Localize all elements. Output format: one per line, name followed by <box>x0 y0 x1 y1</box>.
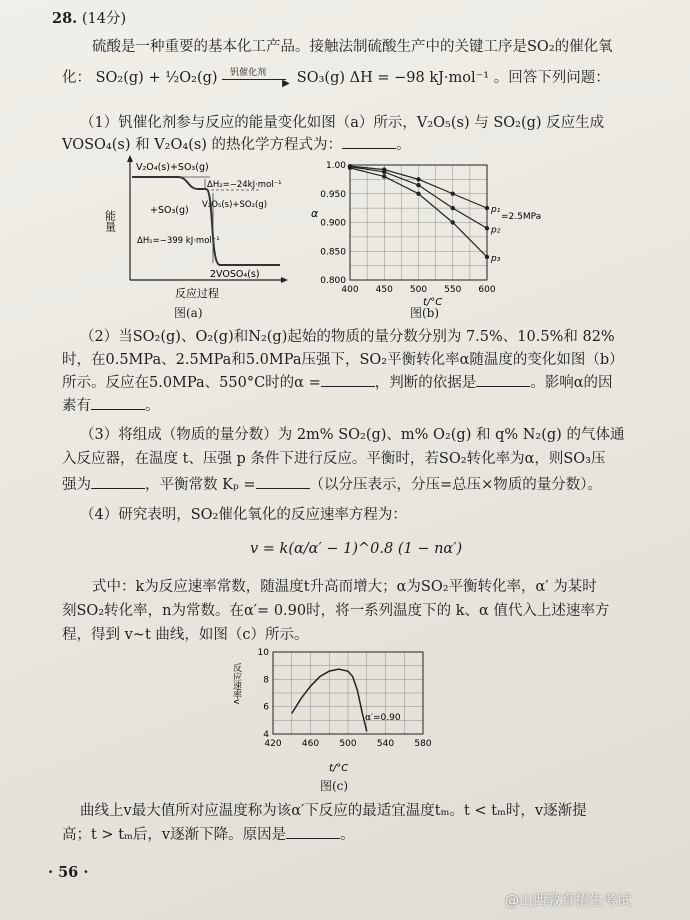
rate-formula: v = k(α/α′ − 1)^0.8 (1 − nα′) <box>250 541 463 557</box>
figure-b-yticks <box>320 161 346 286</box>
figure-c-annotation: α′=0.90 <box>365 713 401 723</box>
answer-blank-6 <box>256 474 310 489</box>
question-number: 28. <box>52 10 78 27</box>
figure-b-caption: 图(b) <box>410 306 440 320</box>
data-point <box>451 206 455 210</box>
answer-blank-2 <box>321 372 375 387</box>
x-tick-label: 580 <box>414 739 432 749</box>
x-tick-label: 460 <box>301 739 320 749</box>
data-point <box>348 166 352 170</box>
data-point <box>416 192 420 196</box>
part2-line3 <box>62 372 613 394</box>
part2-line3c: 。影响α的因 <box>530 375 613 391</box>
part1-line2-end: 。 <box>396 137 411 153</box>
equation-left: SO₂(g) + ½O₂(g) <box>95 70 218 86</box>
arrow-line <box>222 79 286 80</box>
intro-suffix: 。回答下列问题： <box>493 70 610 86</box>
figure-c-yticks <box>258 648 270 740</box>
data-point <box>416 183 420 187</box>
y-tick-label: 0.900 <box>320 218 346 229</box>
figure-b-grid <box>350 165 487 280</box>
label-bottom-state: 2VOSO₄(s) <box>210 269 260 280</box>
y-tick-label: 8 <box>263 675 269 686</box>
part4-line2: 式中：k为反应速率常数，随温度t升高而增大；α为SO₂平衡转化率，α′ 为某时 <box>92 579 597 595</box>
part1-line2-text: VOSO₄(s) 和 V₂O₄(s) 的热化学方程式为： <box>62 137 343 153</box>
y-tick-label: 0.950 <box>320 189 346 200</box>
x-tick-label: 540 <box>376 739 395 749</box>
equation-right: SO₃(g) ΔH = −98 kJ·mol⁻¹ <box>296 70 490 86</box>
figure-b-series <box>348 164 501 264</box>
part3-line3a: 强为 <box>62 477 91 493</box>
part3-line1: （3）将组成（物质的量分数）为 2m% SO₂(g)、m% O₂(g) 和 q% N₂(g) 的气体通 <box>80 427 625 443</box>
figure-c-xlabel: t/°C <box>329 763 349 774</box>
watermark: @山西教育招生考试 <box>505 893 631 909</box>
figure-b-ylabel: α <box>311 207 319 220</box>
x-tick-label: 450 <box>375 285 393 295</box>
part4-line1: （4）研究表明，SO₂催化氧化的反应速率方程为： <box>80 507 407 523</box>
data-point <box>382 170 386 174</box>
figure-b-annotation: =2.5MPa <box>501 212 542 222</box>
part1-line1: （1）钒催化剂参与反应的能量变化如图（a）所示，V₂O₅(s) 与 SO₂(g) 反应生成 <box>80 115 605 131</box>
data-point <box>485 255 489 259</box>
x-tick-label: 500 <box>339 739 357 749</box>
x-tick-label: 500 <box>409 285 428 295</box>
figure-a-ylabel: 能量 <box>103 210 117 232</box>
part2-line1: （2）当SO₂(g)、O₂(g)和N₂(g)起始的物质的量分数分别为 7.5%、10.5%和 82% <box>80 329 615 345</box>
x-tick-label: 420 <box>264 739 282 749</box>
data-point <box>451 220 455 224</box>
y-tick-label: 1.00 <box>325 161 346 171</box>
figure-b-xlabel: t/°C <box>423 297 443 308</box>
part2-line4a: 素有 <box>62 398 91 414</box>
part2-line3a: 所示。反应在5.0MPa、550°C时的α = <box>62 375 321 391</box>
catalyst-label: 钒催化剂 <box>230 68 267 78</box>
part4-line3: 刻SO₂转化率，n为常数。在α′= 0.90时，将一系列温度下的 k、α 值代入上述速率方 <box>62 603 610 619</box>
part2-line2: 时，在0.5MPa、2.5MPa和5.0MPa压强下，SO₂平衡转化率α随温度的变化如图（b） <box>62 352 624 368</box>
x-tick-label: 400 <box>341 285 359 295</box>
part3-line3b: ，平衡常数 Kₚ = <box>145 477 256 493</box>
y-tick-label: 0.800 <box>320 276 346 286</box>
answer-blank-7 <box>286 824 340 839</box>
figure-b-xticks <box>341 285 495 295</box>
y-tick-label: 10 <box>257 648 269 658</box>
part2-line4b: 。 <box>145 398 160 414</box>
label-dh1: ΔH₁=−399 kJ·mol⁻¹ <box>137 236 220 246</box>
data-point <box>485 226 489 230</box>
arrow-head: ▶ <box>282 78 290 89</box>
series-label: p₃ <box>491 254 501 264</box>
y-tick-label: 6 <box>263 702 269 713</box>
closing-line2b: 。 <box>340 827 355 843</box>
data-point <box>485 206 489 210</box>
label-mid-state: V₂O₅(s)+SO₂(g) <box>202 200 268 210</box>
question-header <box>52 8 126 30</box>
series-label: p₁ <box>491 205 501 216</box>
figure-b-chart <box>305 155 555 320</box>
catalyst-arrow <box>222 68 292 89</box>
data-point <box>451 192 455 196</box>
part3-line3 <box>62 474 602 496</box>
label-top-state: V₂O₄(s)+SO₃(g) <box>136 162 209 173</box>
part4-line4: 程，得到 v~t 曲线，如图（c）所示。 <box>62 627 309 643</box>
data-point <box>416 177 420 181</box>
answer-blank-1 <box>342 134 396 149</box>
part3-line3c: （以分压表示，分压=总压×物质的量分数）。 <box>309 477 603 493</box>
part3-line2: 入反应器，在温度 t、压强 p 条件下进行反应。平衡时，若SO₂转化率为α，则SO₃压 <box>62 451 606 467</box>
figure-a-xlabel: 反应过程 <box>175 287 219 300</box>
part1-line2 <box>62 134 411 156</box>
y-tick-label: 0.850 <box>320 247 346 258</box>
closing-line2a: 高；t > tₘ后，v逐渐下降。原因是 <box>62 827 287 843</box>
answer-blank-3 <box>476 372 530 387</box>
answer-blank-4 <box>91 395 145 410</box>
label-plus-so3: +SO₃(g) <box>150 205 189 216</box>
figure-c-caption: 图(c) <box>320 779 349 793</box>
y-tick-label: 4 <box>263 730 269 740</box>
answer-blank-5 <box>91 474 145 489</box>
figure-a-y-arrow <box>127 155 133 162</box>
closing-line1: 曲线上v最大值所对应温度称为该α′下反应的最适宜温度tₘ。t < tₘ时，v逐渐提 <box>80 803 587 819</box>
intro-line-2 <box>62 67 610 89</box>
closing-line2 <box>62 824 355 846</box>
figure-c-chart <box>225 645 445 775</box>
series-label: p₂ <box>491 225 501 236</box>
figure-a <box>103 155 310 325</box>
part2-line3b: ，判断的依据是 <box>374 375 477 391</box>
x-tick-label: 550 <box>444 285 462 295</box>
intro-prefix: 化： <box>62 70 91 86</box>
data-point <box>382 174 386 178</box>
figure-c-xticks <box>264 739 431 749</box>
x-tick-label: 600 <box>478 285 496 295</box>
question-points: (14分) <box>81 11 127 27</box>
part2-line4 <box>62 395 160 417</box>
page-number: · 56 · <box>48 864 89 881</box>
intro-line-1: 硫酸是一种重要的基本化工产品。接触法制硫酸生产中的关键工序是SO₂的催化氧 <box>92 39 613 55</box>
figure-a-x-arrow <box>281 277 288 283</box>
figure-c-ylabel: 反应速率v <box>231 663 241 705</box>
label-dh2: ΔH₂=−24kJ·mol⁻¹ <box>207 180 282 190</box>
figure-a-caption: 图(a) <box>174 306 203 320</box>
